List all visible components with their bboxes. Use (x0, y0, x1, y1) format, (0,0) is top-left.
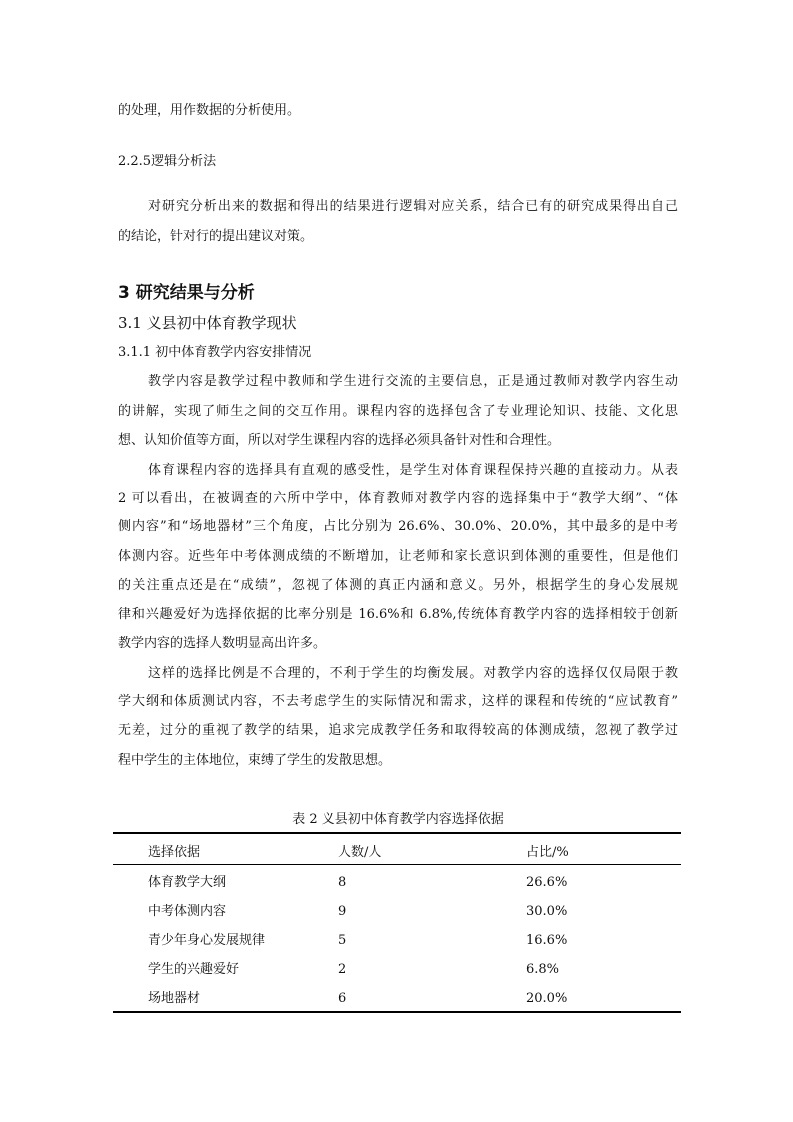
cell-percent: 16.6% (526, 933, 568, 948)
paragraph-line: 这样的选择比例是不合理的，不利于学生的均衡发展。对教学内容的选择仅仅局限于教 (148, 666, 678, 681)
subsection-title: 3.1 义县初中体育教学现状 (118, 314, 297, 332)
cell-percent: 30.0% (526, 904, 568, 919)
cell-percent: 6.8% (526, 962, 560, 977)
cell-count: 8 (338, 875, 347, 890)
cell-basis: 中考体测内容 (148, 904, 227, 919)
paragraph-line: 的结论，针对行的提出建议对策。 (118, 229, 314, 244)
paragraph-line: 程中学生的主体地位，束缚了学生的发散思想。 (118, 753, 392, 768)
paragraph-line: 的讲解，实现了师生之间的交互作用。课程内容的选择包含了专业理论知识、技能、文化思 (118, 404, 678, 419)
cell-basis: 青少年身心发展规律 (148, 933, 266, 948)
cell-count: 2 (338, 962, 347, 977)
cell-basis: 场地器材 (148, 991, 201, 1006)
paragraph-line: 体测内容。近些年中考体测成绩的不断增加，让老师和家长意识到体测的重要性，但是他们 (118, 549, 678, 564)
table-bottom-rule (113, 1011, 681, 1013)
cell-count: 5 (338, 933, 347, 948)
paragraph-line: 侧内容”和“场地器材”三个角度，占比分别为 26.6%、30.0%、20.0%，其中最多的是中考 (118, 519, 678, 534)
paragraph-line: 2 可以看出，在被调查的六所中学中，体育教师对教学内容的选择集中于“教学大纲”、“体 (118, 491, 678, 506)
cell-count: 6 (338, 991, 347, 1006)
paragraph-line: 无差，过分的重视了教学的结果，追求完成教学任务和取得较高的体测成绩，忽视了教学过 (118, 723, 678, 738)
header-cell-basis: 选择依据 (148, 845, 201, 860)
paragraph-fragment: 的处理，用作数据的分析使用。 (118, 103, 301, 118)
paragraph-line: 的关注重点还是在“成绩”，忽视了体测的真正内涵和意义。另外，根据学生的身心发展规 (118, 578, 678, 593)
subsubsection-title: 3.1.1 初中体育教学内容安排情况 (118, 345, 312, 360)
paragraph-line: 律和兴趣爱好为选择依据的比率分别是 16.6%和 6.8%,传统体育教学内容的选择相较于创新 (118, 607, 678, 622)
paragraph-line: 想、认知价值等方面，所以对学生课程内容的选择必须具备针对性和合理性。 (118, 433, 561, 448)
cell-basis: 学生的兴趣爱好 (148, 962, 240, 977)
section-title: 3 研究结果与分析 (118, 283, 255, 303)
heading-2-2-5: 2.2.5逻辑分析法 (118, 154, 217, 169)
cell-basis: 体育教学大纲 (148, 875, 227, 890)
cell-percent: 20.0% (526, 991, 568, 1006)
cell-count: 9 (338, 904, 347, 919)
table-top-rule (113, 832, 681, 834)
paragraph-line: 对研究分析出来的数据和得出的结果进行逻辑对应关系，结合已有的研究成果得出自己 (148, 199, 678, 214)
header-cell-percent: 占比/% (526, 845, 569, 860)
paragraph-line: 体育课程内容的选择具有直观的感受性，是学生对体育课程保持兴趣的直接动力。从表 (148, 463, 678, 478)
table-header-rule (113, 864, 681, 865)
paragraph-line: 教学内容的选择人数明显高出许多。 (118, 636, 327, 651)
paragraph-line: 教学内容是教学过程中教师和学生进行交流的主要信息，正是通过教师对教学内容生动 (148, 374, 678, 389)
table-caption: 表 2 义县初中体育教学内容选择依据 (292, 812, 504, 827)
paragraph-line: 学大纲和体质测试内容，不去考虑学生的实际情况和需求，这样的课程和传统的“应试教育” (118, 694, 678, 709)
header-cell-count: 人数/人 (338, 845, 382, 860)
cell-percent: 26.6% (526, 875, 568, 890)
